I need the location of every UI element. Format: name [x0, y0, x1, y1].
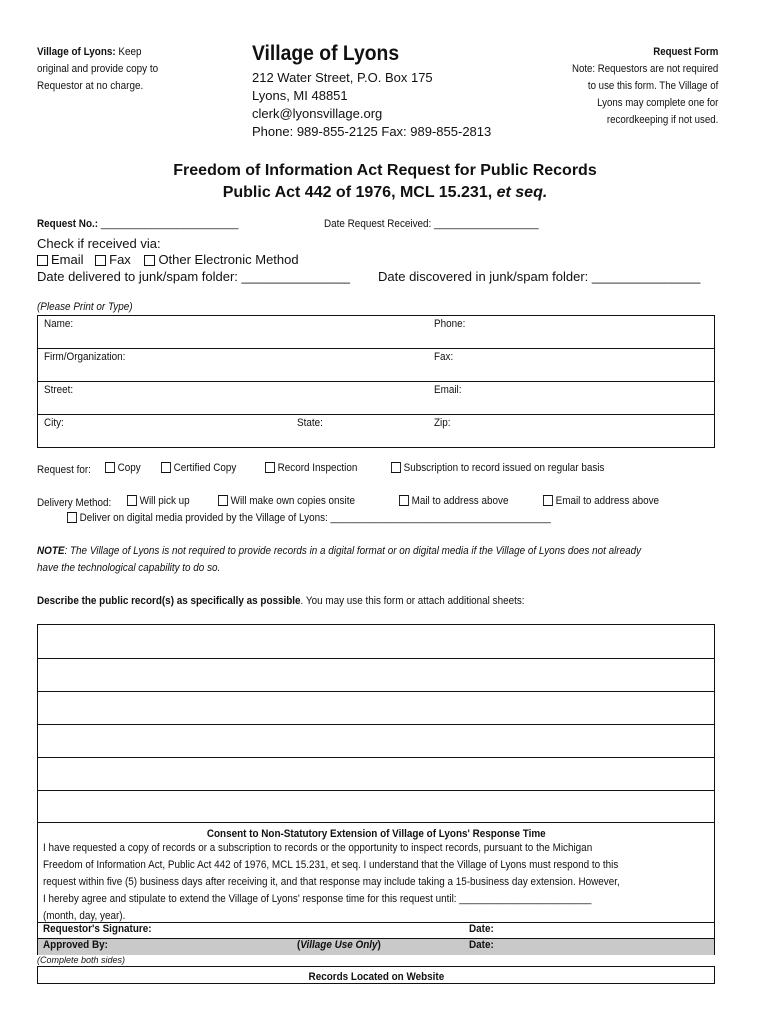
- header-note-left: [37, 44, 207, 95]
- fax-field[interactable]: Fax:: [434, 351, 454, 363]
- approved-date[interactable]: Date:: [469, 939, 494, 951]
- requestor-signature[interactable]: Requestor's Signature:: [43, 923, 152, 935]
- consent-text: [43, 840, 684, 925]
- form-title-line1: Freedom of Information Act Request for Public Records: [173, 162, 597, 179]
- pickup-checkbox[interactable]: [127, 495, 137, 506]
- zip-field[interactable]: Zip:: [434, 417, 451, 429]
- received-via-options: [37, 252, 299, 267]
- address-line: 212 Water Street, P.O. Box 175: [252, 70, 433, 85]
- request-subscription: Subscription to record issued on regular basis: [391, 462, 604, 474]
- mail-checkbox[interactable]: [399, 495, 409, 506]
- request-for-label: Request for:: [37, 464, 91, 476]
- approved-row: [38, 938, 714, 955]
- form-title-line2: Public Act 442 of 1976, MCL 15.231, et seq.: [222, 184, 548, 201]
- name-field[interactable]: Name:: [44, 318, 74, 330]
- header-left-bold: Village of Lyons:: [37, 46, 116, 58]
- request-copy: Copy: [105, 462, 141, 474]
- check-received-via: Check if received via:: [37, 236, 161, 251]
- fax-checkbox[interactable]: [95, 255, 106, 266]
- email-field[interactable]: Email:: [434, 384, 462, 396]
- firm-field[interactable]: Firm/Organization:: [44, 351, 126, 363]
- via-email-label: Email: [51, 252, 84, 267]
- request-certified-copy: Certified Copy: [161, 462, 236, 474]
- header-left-line: Requestor at no charge.: [37, 80, 144, 92]
- note-label: NOTE: [37, 545, 65, 557]
- via-fax-label: Fax: [109, 252, 131, 267]
- delivery-pickup: Will pick up: [127, 495, 190, 507]
- consent-line: I have requested a copy of records or a subscription to records or the opportunity to inspect records, pursuant to the Michigan: [43, 842, 593, 854]
- address-phone: Phone: 989-855-2125 Fax: 989-855-2813: [252, 124, 492, 139]
- delivery-method-label: Delivery Method:: [37, 497, 112, 509]
- village-address: [252, 69, 491, 141]
- delivery-digital-media: Deliver on digital media provided by the Village of Lyons: ________________________________________: [67, 512, 551, 524]
- et-seq: et seq.: [496, 184, 548, 201]
- header-left-line: original and provide copy to: [37, 63, 159, 75]
- header-left-rest: Keep: [118, 46, 142, 58]
- phone-field[interactable]: Phone:: [434, 318, 466, 330]
- address-line: Lyons, MI 48851: [252, 88, 348, 103]
- please-print-note: (Please Print or Type): [37, 301, 133, 313]
- other-electronic-checkbox[interactable]: [144, 255, 155, 266]
- village-title: Village of Lyons: [252, 42, 400, 65]
- consent-line: (month, day, year).: [43, 910, 126, 922]
- request-no: Request No.: _________________________: [37, 218, 239, 230]
- request-no-field[interactable]: _________________________: [100, 218, 239, 230]
- delivery-own-copies: Will make own copies onsite: [218, 495, 355, 507]
- city-field[interactable]: City:: [44, 417, 64, 429]
- copy-checkbox[interactable]: [105, 462, 115, 473]
- street-field[interactable]: Street:: [44, 384, 74, 396]
- address-email: clerk@lyonsvillage.org: [252, 106, 383, 121]
- header-right-line: to use this form. The Village of: [587, 80, 718, 92]
- request-form-label: Request Form: [652, 46, 718, 58]
- delivery-email: Email to address above: [543, 495, 659, 507]
- complete-both-sides: (Complete both sides): [37, 955, 126, 965]
- records-website-label: Records Located on Website: [308, 971, 444, 983]
- consent-line: Freedom of Information Act, Public Act 442 of 1976, MCL 15.231, et seq. I understand that the Village of Lyons must respond to this: [43, 859, 619, 871]
- junk-delivered-date[interactable]: Date delivered to junk/spam folder: _______________: [37, 269, 350, 284]
- description-box[interactable]: [37, 624, 715, 955]
- subscription-checkbox[interactable]: [391, 462, 401, 473]
- form-title: [0, 160, 770, 204]
- consent-extend-date[interactable]: I hereby agree and stipulate to extend the Village of Lyons' response time for this request until: ________________________: [43, 893, 592, 905]
- own-copies-checkbox[interactable]: [218, 495, 228, 506]
- email-delivery-checkbox[interactable]: [543, 495, 553, 506]
- state-field[interactable]: State:: [297, 417, 323, 429]
- record-inspection-checkbox[interactable]: [265, 462, 275, 473]
- header-right-line: Note: Requestors are not required: [571, 63, 718, 75]
- header-right-line: recordkeeping if not used.: [606, 114, 718, 126]
- note-line2: have the technological capability to do so.: [37, 562, 221, 574]
- digital-media-checkbox[interactable]: [67, 512, 77, 523]
- consent-title: Consent to Non-Statutory Extension of Village of Lyons' Response Time: [206, 828, 546, 840]
- approved-by[interactable]: Approved By:: [43, 939, 108, 951]
- delivery-mail: Mail to address above: [399, 495, 508, 507]
- certified-copy-checkbox[interactable]: [161, 462, 171, 473]
- records-website-box: [37, 966, 715, 984]
- village-use-only: (Village Use Only): [297, 939, 381, 951]
- via-other-label: Other Electronic Method: [158, 252, 299, 267]
- consent-line: request within five (5) business days after receiving it, and that response may include taking a 15-business day extension. However,: [43, 876, 620, 888]
- describe-instructions: Describe the public record(s) as specifically as possible. You may use this form or attach additional sheets:: [37, 595, 525, 607]
- request-record-inspection: Record Inspection: [265, 462, 357, 474]
- email-checkbox[interactable]: [37, 255, 48, 266]
- date-request-received[interactable]: Date Request Received: ___________________: [324, 218, 539, 230]
- note-line1: NOTE: The Village of Lyons is not required to provide records in a digital format or on digital media if the Village of Lyons does not already: [37, 545, 642, 557]
- header-right-line: Lyons may complete one for: [596, 97, 718, 109]
- junk-discovered-date[interactable]: Date discovered in junk/spam folder: _______________: [378, 269, 701, 284]
- contact-info-box: [37, 315, 715, 448]
- header-note-right: [552, 44, 718, 129]
- signature-date[interactable]: Date:: [469, 923, 494, 935]
